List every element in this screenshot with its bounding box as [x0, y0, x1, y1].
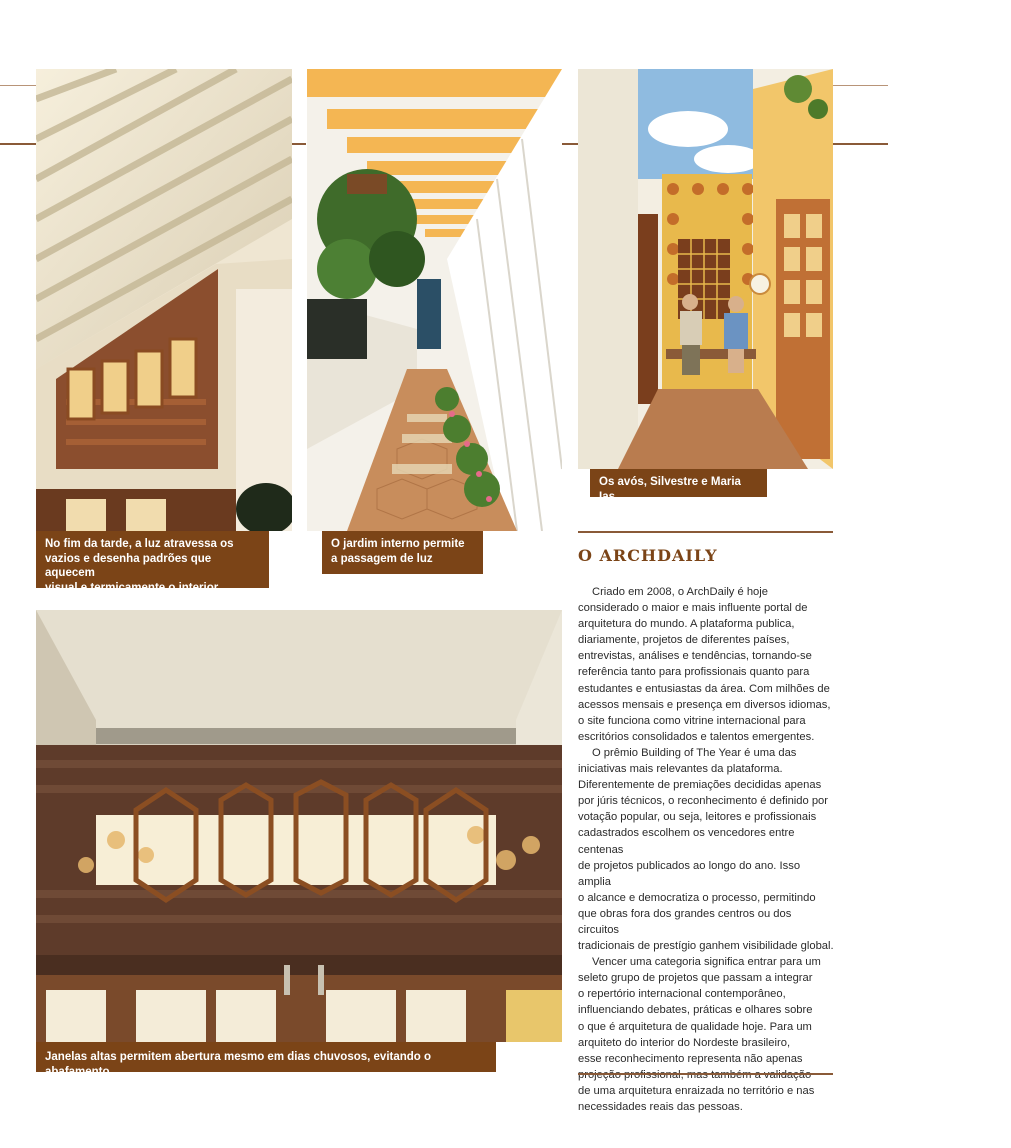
caption-line: O jardim interno permite: [331, 538, 465, 550]
top-rule-right: [833, 85, 888, 86]
sidebar-line: o repertório internacional contemporâneo,: [578, 988, 786, 1001]
sidebar-line: escritórios consolidados e talentos emergentes.: [578, 730, 815, 743]
top-rule-left: [0, 85, 36, 86]
sidebar-line: seleto grupo de projetos que passam a integrar: [578, 972, 813, 985]
sidebar-line: cadastrados escolhem os vencedores entre centenas: [578, 827, 795, 856]
sidebar-line: o alcance e democratiza o processo, permitindo: [578, 891, 816, 904]
sidebar-line: arquitetura do mundo. A plataforma publica,: [578, 618, 795, 631]
sidebar-line: O prêmio Building of The Year é uma das: [592, 746, 797, 759]
sidebar-line: arquiteto do interior do Nordeste brasileiro,: [578, 1036, 791, 1049]
photo-garden-corridor-image: [307, 69, 562, 531]
sidebar-line: necessidades reais das pessoas.: [578, 1101, 743, 1113]
top-rule-right-thick: [833, 143, 888, 145]
caption-roof-light: [36, 531, 269, 594]
sidebar-line: entrevistas, análises e tendências, tornando-se: [578, 650, 812, 663]
photo-garden-corridor: [307, 69, 562, 531]
rule-gap-2: [562, 143, 578, 145]
caption-line: Os avós, Silvestre e Maria Ias: [599, 476, 741, 503]
photo-high-windows-image: [36, 610, 562, 1042]
caption-garden-corridor: [322, 531, 483, 574]
caption-line: a passagem de luz: [331, 552, 433, 565]
sidebar-line: o site funciona como vitrine internacional para: [578, 714, 806, 727]
sidebar-line: o que é arquitetura de qualidade hoje. Para um: [578, 1020, 812, 1033]
sidebar-paragraph: [578, 954, 834, 1115]
sidebar-line: Criado em 2008, o ArchDaily é hoje: [592, 586, 768, 598]
sidebar-line: de projetos publicados ao longo do ano. Isso amplia: [578, 859, 801, 888]
sidebar-paragraph: [578, 745, 834, 954]
sidebar-top-rule: [578, 531, 833, 533]
caption-line: No fim da tarde, a luz atravessa os: [45, 538, 234, 550]
photo-grandparents: [578, 69, 833, 469]
sidebar-line: esse reconhecimento representa não apenas: [578, 1052, 803, 1065]
photo-roof-light-image: [36, 69, 292, 531]
sidebar-line: diariamente, projetos de diferentes países,: [578, 634, 790, 647]
top-rule-left-thick: [0, 143, 36, 145]
sidebar-line: que obras fora dos grandes centros ou dos circuitos: [578, 907, 792, 936]
photo-high-windows: [36, 610, 562, 1042]
caption-high-windows: [36, 1042, 496, 1078]
sidebar-line: de uma arquitetura enraizada no território e nas: [578, 1084, 815, 1097]
caption-line: Janelas altas permitem abertura mesmo em dias chuvosos, evitando o abafamento: [45, 1051, 432, 1078]
photo-roof-light: [36, 69, 292, 531]
caption-grandparents: [590, 469, 767, 503]
sidebar-line: Vencer uma categoria significa entrar para um: [592, 956, 821, 969]
sidebar-body: [578, 584, 834, 1115]
sidebar-line: por júris técnicos, o reconhecimento é definido por: [578, 795, 828, 808]
sidebar-title: O ARCHDAILY: [578, 546, 718, 565]
sidebar-line: referência tanto para profissionais quanto para: [578, 666, 810, 679]
caption-line: visual e termicamente o interior: [45, 581, 219, 594]
sidebar-line: votação popular, ou seja, leitores e profissionais: [578, 811, 817, 824]
sidebar-bottom-rule: [578, 1073, 833, 1075]
sidebar-line: Diferentemente de premiações decididas apenas: [578, 779, 822, 792]
photo-grandparents-image: [578, 69, 833, 469]
sidebar-line: considerado o maior e mais influente portal de: [578, 602, 808, 615]
sidebar-line: estudantes e entusiastas da área. Com milhões de: [578, 682, 830, 695]
sidebar-paragraph: [578, 584, 834, 745]
caption-line: vazios e desenha padrões que aquecem: [45, 552, 212, 579]
sidebar-line: tradicionais de prestígio ganhem visibilidade global.: [578, 940, 834, 953]
sidebar-line: acessos mensais e presença em diversos idiomas,: [578, 698, 831, 711]
sidebar-line: iniciativas mais relevantes da plataforma.: [578, 763, 783, 776]
sidebar-line: influenciando debates, práticas e olhares sobre: [578, 1004, 813, 1017]
rule-gap-1: [292, 143, 306, 145]
